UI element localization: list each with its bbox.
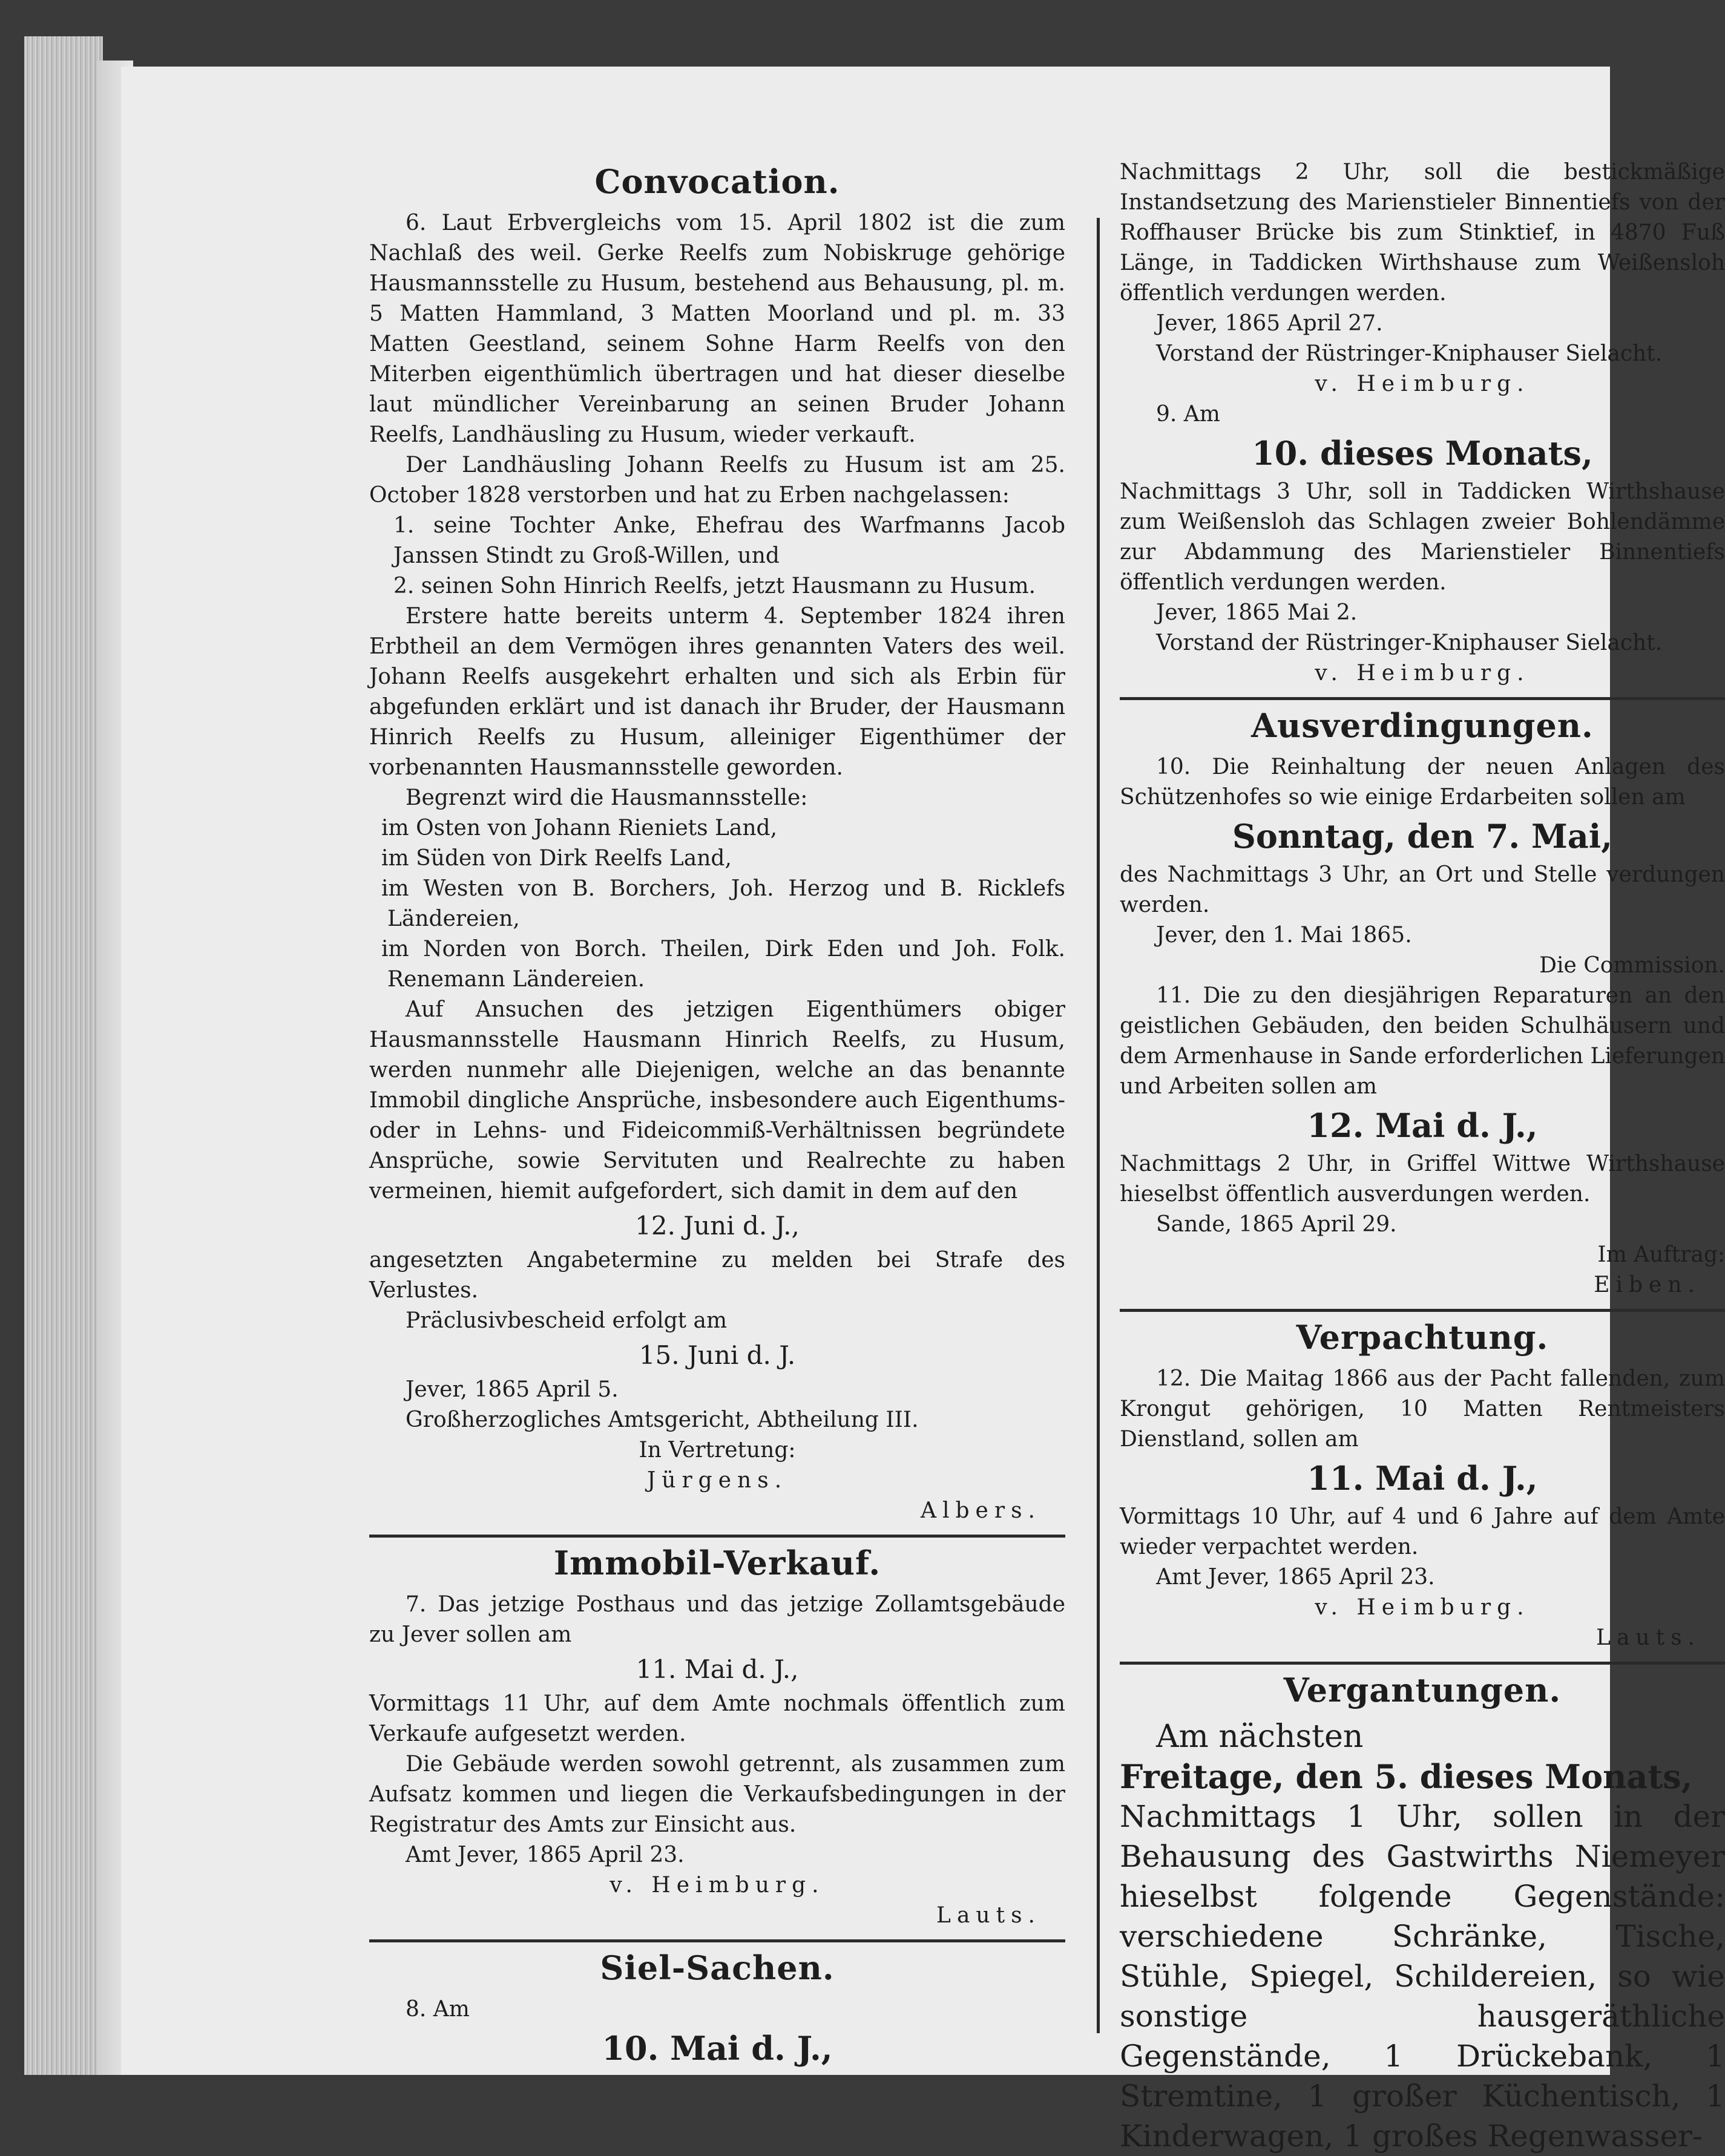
place-date: Jever, 1865 April 5. xyxy=(406,1377,619,1402)
verpachtung-paragraph: 12. Die Maitag 1866 aus der Pacht fallenden, zum Krongut gehörigen, 10 Matten Rentmeisters Dienstland, sollen am xyxy=(1120,1366,1725,1452)
auction-body: Nachmittags 1 Uhr, sollen in der Behausung des Gastwirths Niemeyer hieselbst folgende Gegenstände: verschiedene Schränke, Tische, Stühle, Spiegel, Schildereien, so wie sonstige hausgeräthliche Gegenstände, 1 Drückebank, 1 Stremtine, 1 großer Küchentisch, 1 Kinderwagen, 1 großes Regenwasser- xyxy=(1120,1799,1725,2154)
bound-item: im Westen von B. Borchers, Joh. Herzog und B. Ricklefs Ländereien, xyxy=(381,876,1065,931)
newspaper-page xyxy=(121,67,1725,2154)
column-divider xyxy=(1097,218,1100,2033)
heirs-list xyxy=(369,511,1065,601)
auftrag-label: Im Auftrag: xyxy=(1597,1242,1725,1267)
signature: Lauts. xyxy=(1596,1625,1701,1650)
vergantungen-section xyxy=(1120,1671,1725,2156)
ausverdingungen-paragraph: des Nachmittags 3 Uhr, an Ort und Stelle verdungen werden. xyxy=(1120,862,1725,917)
section-rule xyxy=(1120,697,1725,700)
bound-item: im Süden von Dirk Reelfs Land, xyxy=(381,846,732,871)
right-column xyxy=(1120,157,1725,2156)
place-date: Jever, 1865 April 27. xyxy=(1156,311,1383,336)
item-date: 11. Mai d. J., xyxy=(1307,1459,1538,1498)
siel-paragraph: Nachmittags 2 Uhr, soll die bestickmäßige Instandsetzung des Marienstieler Binnentiefs von der Roffhauser Brücke bis zum Stinktief, in 4870 Fuß Länge, in Taddicken Wirthshause zum Weißensloh öffentlich verdungen werden. xyxy=(1120,160,1725,306)
convocation-paragraph: Auf Ansuchen des jetzigen Eigenthümers obiger Hausmannsstelle Hausmann Hinrich Reelfs, zu Husum, werden nunmehr alle Diejenigen, welche an das benannte Immobil dingliche Ansprüche, insbesondere auch Eigenthums- oder in Lehns- und Fideicommiß-Verhältnissen begründete Ansprüche, sowie Servituten und Realrechte zu haben vermeinen, hiemit aufgefordert, sich damit in dem auf den xyxy=(369,997,1065,1204)
auction-date: Freitage, den 5. dieses Monats, xyxy=(1120,1757,1693,1796)
ausverdingungen-paragraph: 10. Die Reinhaltung der neuen Anlagen des Schützenhofes so wie einige Erdarbeiten sollen am xyxy=(1120,755,1725,810)
sale-date: 11. Mai d. J., xyxy=(636,1654,799,1684)
immobil-paragraph: Die Gebäude werden sowohl getrennt, als zusammen zum Aufsatz kommen und liegen die Verkaufsbedingungen in der Registratur des Amts zur Einsicht aus. xyxy=(369,1752,1065,1837)
siel-continuation xyxy=(1120,157,1725,689)
siel-paragraph: Nachmittags 3 Uhr, soll in Taddicken Wirthshause zum Weißensloh das Schlagen zweier Bohlendämme zur Abdammung des Marienstieler Binnentiefs öffentlich verdungen werden. xyxy=(1120,479,1725,595)
vergantungen-heading: Vergantungen. xyxy=(1283,1671,1562,1709)
convocation-paragraph: Erstere hatte bereits unterm 4. September 1824 ihren Erbtheil an dem Vermögen ihres genannten Vaters des weil. Johann Reelfs ausgekehrt erhalten und sich als Erbin für abgefunden erklärt und ist danach ihr Bruder, der Hausmann Hinrich Reelfs zu Husum, alleiniger Eigenthümer der vorbenannten Hausmannsstelle geworden. xyxy=(369,604,1065,780)
signature: v. Heimburg. xyxy=(610,1873,825,1898)
board-name: Vorstand der Rüstringer-Kniphauser Sielacht. xyxy=(1156,341,1663,366)
signature: v. Heimburg. xyxy=(1315,1595,1530,1620)
place-date: Amt Jever, 1865 April 23. xyxy=(406,1843,685,1867)
praeclusiv-date: 15. Juni d. J. xyxy=(639,1340,796,1370)
section-rule xyxy=(369,1535,1065,1538)
signature: Albers. xyxy=(921,1498,1041,1523)
convocation-paragraph: Der Landhäusling Johann Reelfs zu Husum ist am 25. October 1828 verstorben und hat zu Erben nachgelassen: xyxy=(369,453,1065,508)
heir-item: 2. seinen Sohn Hinrich Reelfs, jetzt Hausmann zu Husum. xyxy=(393,574,1036,598)
signature: Jürgens. xyxy=(646,1468,788,1493)
ausverdingungen-heading: Ausverdingungen. xyxy=(1251,706,1594,745)
section-rule xyxy=(1120,1309,1725,1312)
deadline-date: 12. Juni d. J., xyxy=(635,1211,800,1240)
convocation-paragraph: angesetzten Angabetermine zu melden bei Strafe des Verlustes. xyxy=(369,1248,1065,1303)
item-date: 12. Mai d. J., xyxy=(1307,1106,1538,1145)
convocation-paragraph: 6. Laut Erbvergleichs vom 15. April 1802 ist die zum Nachlaß des weil. Gerke Reelfs zum Nobiskruge gehörige Hausmannsstelle zu Husum, bestehend aus Behausung, pl. m. 5 Matten Hammland, 3 Matten Moorland und pl. m. 33 Matten Geestland, seinem Sohne Harm Reelfs von den Miterben eigenthümlich übertragen und hat dieser dieselbe laut mündlicher Vereinbarung an seinen Bruder Johann Reelfs, Landhäusling zu Husum, wieder verkauft. xyxy=(369,211,1065,447)
ausverdingungen-paragraph: Nachmittags 2 Uhr, in Griffel Wittwe Wirthshause hieselbst öffentlich ausverdungen werden. xyxy=(1120,1152,1725,1207)
auction-intro: Am nächsten xyxy=(1156,1719,1364,1755)
heir-item: 1. seine Tochter Anke, Ehefrau des Warfmanns Jacob Janssen Stindt zu Groß-Willen, und xyxy=(393,513,1065,568)
item-intro: 9. Am xyxy=(1156,402,1220,427)
place-date: Sande, 1865 April 29. xyxy=(1156,1212,1397,1237)
signature: Eiben. xyxy=(1594,1273,1701,1297)
signature: Lauts. xyxy=(936,1903,1041,1928)
bounds-intro: Begrenzt wird die Hausmannsstelle: xyxy=(406,785,808,810)
vertretung-label: In Vertretung: xyxy=(639,1438,796,1463)
immobil-paragraph: 7. Das jetzige Posthaus und das jetzige Zollamtsgebäude zu Jever sollen am xyxy=(369,1592,1065,1647)
ausverdingungen-paragraph: 11. Die zu den diesjährigen Reparaturen an den geistlichen Gebäuden, den beiden Schulhäusern und dem Armenhause in Sande erforderlichen Lieferungen und Arbeiten sollen am xyxy=(1120,983,1725,1099)
board-name: Vorstand der Rüstringer-Kniphauser Sielacht. xyxy=(1156,631,1663,655)
item-date: Sonntag, den 7. Mai, xyxy=(1232,817,1613,856)
bounds-list xyxy=(369,813,1065,995)
convocation-heading: Convocation. xyxy=(594,162,840,201)
siel-section xyxy=(369,1948,1065,2069)
signature: Die Commission. xyxy=(1539,953,1725,978)
left-column xyxy=(369,157,1065,2072)
ausverdingungen-section xyxy=(1120,706,1725,1300)
immobil-heading: Immobil-Verkauf. xyxy=(553,1544,881,1582)
signature: v. Heimburg. xyxy=(1315,372,1530,396)
verpachtung-paragraph: Vormittags 10 Uhr, auf 4 und 6 Jahre auf dem Amte wieder verpachtet werden. xyxy=(1120,1504,1725,1559)
siel-heading: Siel-Sachen. xyxy=(600,1948,835,1987)
book-page-edges xyxy=(24,36,103,2075)
court-name: Großherzogliches Amtsgericht, Abtheilung III. xyxy=(406,1407,919,1432)
item-date: 10. dieses Monats, xyxy=(1252,434,1593,473)
signature: v. Heimburg. xyxy=(1315,661,1530,686)
praeclusiv-line: Präclusivbescheid erfolgt am xyxy=(406,1308,728,1333)
immobil-paragraph: Vormittags 11 Uhr, auf dem Amte nochmals öffentlich zum Verkaufe aufgesetzt werden. xyxy=(369,1691,1065,1746)
verpachtung-heading: Verpachtung. xyxy=(1296,1318,1549,1357)
place-date: Jever, 1865 Mai 2. xyxy=(1156,600,1358,625)
verpachtung-section xyxy=(1120,1318,1725,1653)
bound-item: im Osten von Johann Rieniets Land, xyxy=(381,816,778,840)
section-rule xyxy=(369,1939,1065,1942)
convocation-section xyxy=(369,162,1065,1526)
immobil-section xyxy=(369,1544,1065,1931)
item-date: 10. Mai d. J., xyxy=(602,2029,833,2068)
item-intro: 8. Am xyxy=(406,1997,470,2022)
place-date: Amt Jever, 1865 April 23. xyxy=(1156,1565,1435,1590)
section-rule xyxy=(1120,1662,1725,1665)
bound-item: im Norden von Borch. Theilen, Dirk Eden und Joh. Folk. Renemann Ländereien. xyxy=(381,937,1065,992)
place-date: Jever, den 1. Mai 1865. xyxy=(1156,923,1412,948)
